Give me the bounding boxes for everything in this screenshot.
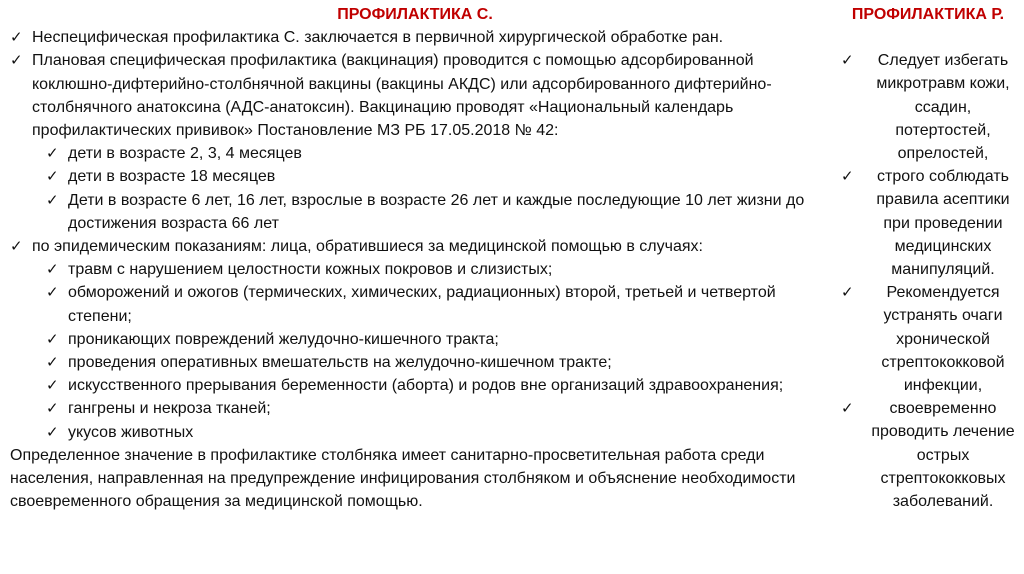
checkmark-icon: ✓ <box>46 145 59 163</box>
checkmark-icon: ✓ <box>841 284 854 302</box>
checkmark-icon: ✓ <box>46 377 59 395</box>
item-text: Плановая специфическая профилактика (вакцинация) проводится с помощью адсорбированной коклюшно-дифтерийно-столбнячной вакцины (вакцины АКДС) или адсорбированного дифтерийно-столбнячного анатоксина (АДС-анатоксин). Вакцинацию проводят «Национальный календарь профилактических прививок» Постановление МЗ РБ 17.05.2018 № 42: <box>32 52 772 140</box>
item-text: обморожений и ожогов (термических, химических, радиационных) второй, третьей и четвертой степени; <box>68 284 776 325</box>
spacer <box>837 26 1019 49</box>
list-item <box>837 165 1019 281</box>
checkmark-icon: ✓ <box>46 191 59 209</box>
list-item <box>10 26 830 49</box>
closing-paragraph: Определенное значение в профилактике столбняка имеет санитарно-просветительная работа среди населения, направленная на предупреждение инфицирования столбняком и объяснение необходимости своевременного обращения за медицинской помощью. <box>10 446 796 511</box>
item-text: травм с нарушением целостности кожных покровов и слизистых; <box>68 261 553 279</box>
list-item <box>837 49 1019 165</box>
list-item <box>837 281 1019 397</box>
item-text: Следует избегать микротравм кожи, ссадин, потертостей, опрелостей, <box>876 52 1010 163</box>
item-text: Рекомендуется устранять очаги хронической стрептококковой инфекции, <box>881 284 1005 395</box>
sub-list-item <box>10 351 830 374</box>
list-item <box>10 49 830 142</box>
tetanus-prophylaxis-column <box>10 3 830 513</box>
checkmark-icon: ✓ <box>10 238 23 256</box>
tetanus-heading: ПРОФИЛАКТИКА С. <box>337 6 493 23</box>
checkmark-icon: ✓ <box>46 400 59 418</box>
checkmark-icon: ✓ <box>10 52 23 70</box>
item-text: гангрены и некроза тканей; <box>68 400 271 418</box>
item-text: Дети в возрасте 6 лет, 16 лет, взрослые в возрасте 26 лет и каждые последующие 10 лет жизни до достижения возраста 66 лет <box>68 191 805 232</box>
sub-list-item <box>10 374 830 397</box>
item-text: дети в возрасте 2, 3, 4 месяцев <box>68 145 302 163</box>
item-text: проведения оперативных вмешательств на желудочно-кишечном тракте; <box>68 354 612 372</box>
checkmark-icon: ✓ <box>10 29 23 47</box>
checkmark-icon: ✓ <box>841 400 854 418</box>
item-text: своевременно проводить лечение острых стрептококковых заболеваний. <box>871 400 1015 511</box>
sub-list-item <box>10 421 830 444</box>
checkmark-icon: ✓ <box>46 354 59 372</box>
item-text: укусов животных <box>68 423 194 441</box>
checkmark-icon: ✓ <box>46 284 59 302</box>
checkmark-icon: ✓ <box>841 168 854 186</box>
item-text: искусственного прерывания беременности (аборта) и родов вне организаций здравоохранения; <box>68 377 784 395</box>
sub-list-item <box>10 258 830 281</box>
checkmark-icon: ✓ <box>46 423 59 441</box>
rheumatism-heading: ПРОФИЛАКТИКА Р. <box>851 6 1005 23</box>
list-item <box>837 397 1019 513</box>
sub-list-item <box>10 397 830 420</box>
checkmark-icon: ✓ <box>841 52 854 70</box>
item-text: по эпидемическим показаниям: лица, обратившиеся за медицинской помощью в случаях: <box>32 238 703 256</box>
sub-list-item <box>10 142 830 165</box>
list-item <box>10 235 830 258</box>
sub-list-item <box>10 281 830 327</box>
item-text: строго соблюдать правила асептики при проведении медицинских манипуляций. <box>876 168 1010 279</box>
checkmark-icon: ✓ <box>46 330 59 348</box>
checkmark-icon: ✓ <box>46 168 59 186</box>
item-text: дети в возрасте 18 месяцев <box>68 168 276 186</box>
rheumatism-prophylaxis-column <box>837 3 1019 513</box>
sub-list-item <box>10 189 830 235</box>
sub-list-item <box>10 165 830 188</box>
item-text: Неспецифическая профилактика С. заключается в первичной хирургической обработке ран. <box>32 29 724 47</box>
item-text: проникающих повреждений желудочно-кишечного тракта; <box>68 330 499 348</box>
checkmark-icon: ✓ <box>46 261 59 279</box>
sub-list-item <box>10 328 830 351</box>
